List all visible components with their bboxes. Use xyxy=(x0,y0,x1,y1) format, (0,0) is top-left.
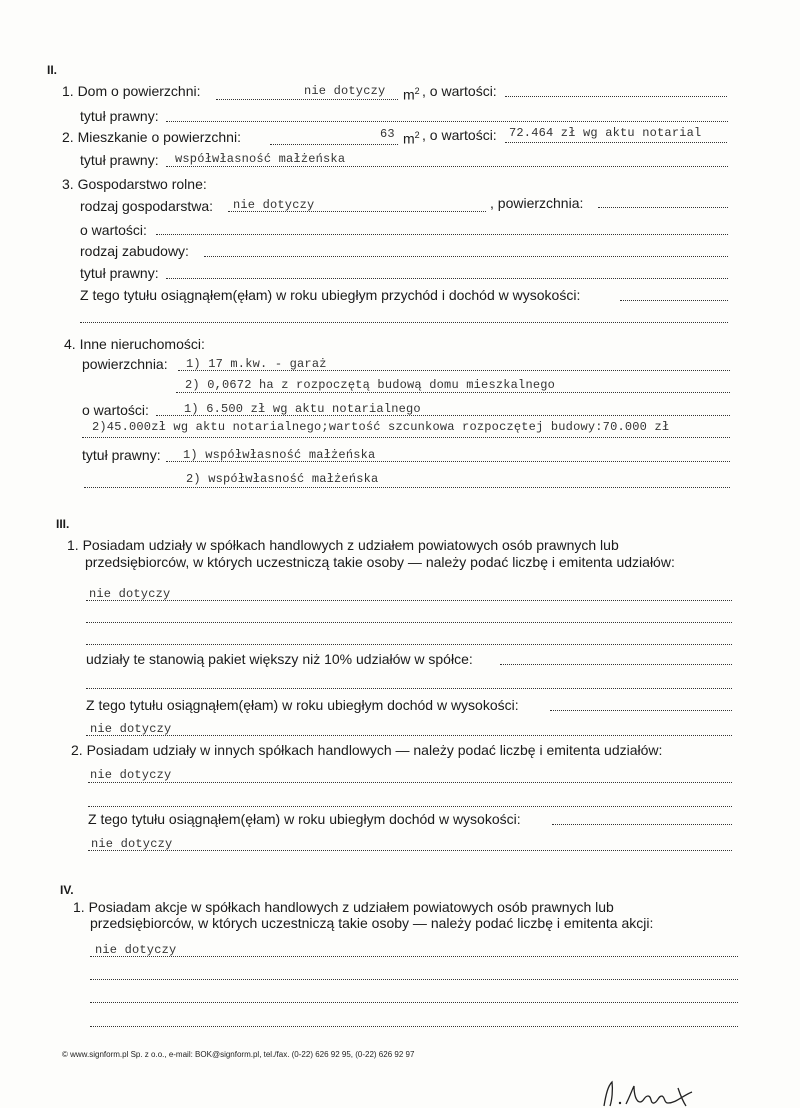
inne-udzialy-line-1[interactable] xyxy=(88,782,732,783)
mieszkanie-unit: $m^2$ xyxy=(403,130,420,147)
akcje-line-1[interactable] xyxy=(90,956,738,957)
gospodarstwo-value-label: o wartości: xyxy=(80,222,147,238)
akcje-text-1: 1. Posiadam akcje w spółkach handlowych z udziałem powiatowych osób prawnych lub xyxy=(73,899,614,915)
gospodarstwo-value-line[interactable] xyxy=(156,234,728,235)
udzialy-income-line[interactable] xyxy=(550,710,732,711)
dom-value-label: , o wartości: xyxy=(422,83,497,99)
udzialy-line-2[interactable] xyxy=(86,622,732,623)
gospodarstwo-income-line-2[interactable] xyxy=(80,322,728,323)
udzialy-line-1[interactable] xyxy=(86,600,732,601)
udzialy-income-label: Z tego tytułu osiągnąłem(ęłam) w roku ubiegłym dochód w wysokości: xyxy=(86,697,519,713)
udzialy-pakiet-line[interactable] xyxy=(500,664,732,665)
inne-udzialy-income-line[interactable] xyxy=(552,824,732,825)
gospodarstwo-income-line[interactable] xyxy=(620,300,728,301)
dom-label: 1. Dom o powierzchni: xyxy=(62,83,201,99)
gospodarstwo-build-line[interactable] xyxy=(204,256,728,257)
udzialy-income-answer: nie dotyczy xyxy=(90,722,172,736)
akcje-line-3[interactable] xyxy=(90,1002,738,1003)
dom-title-line[interactable] xyxy=(166,121,728,122)
footer-text: © www.signform.pl Sp. z o.o., e-mail: BOK@signform.pl, tel./fax. (0-22) 626 92 95, (0-22) 626 92 97 xyxy=(62,1050,415,1059)
mieszkanie-area-line[interactable] xyxy=(270,144,398,145)
gospodarstwo-type-label: rodzaj gospodarstwa: xyxy=(80,198,214,214)
gospodarstwo-type-value: nie dotyczy xyxy=(233,198,315,212)
inne-udzialy-answer: nie dotyczy xyxy=(90,768,172,782)
inne-title-value-1: 1) współwłasność małżeńska xyxy=(183,448,376,462)
inne-value-2: 2)45.000zł wg aktu notarialnego;wartość szcunkowa rozpoczętej budowy:70.000 zł xyxy=(92,420,670,434)
signature-icon xyxy=(596,1076,706,1108)
inne-udzialy-income-label: Z tego tytułu osiągnąłem(ęłam) w roku ubiegłym dochód w wysokości: xyxy=(88,811,521,827)
udzialy-pakiet-label: udziały te stanowią pakiet większy niż 10% udziałów w spółce: xyxy=(86,651,473,667)
udzialy-pakiet-line-2[interactable] xyxy=(86,688,732,689)
akcje-text-2: przedsiębiorców, w których uczestniczą takie osoby — należy podać liczbę i emitenta akcji: xyxy=(90,915,654,931)
inne-area-value-2: 2) 0,0672 ha z rozpoczętą budową domu mieszkalnego xyxy=(185,378,556,392)
gospodarstwo-title-line[interactable] xyxy=(166,278,728,279)
mieszkanie-area-value: 63 xyxy=(380,127,395,141)
gospodarstwo-area-label: , powierzchnia: xyxy=(490,195,584,211)
section-title-iv: IV. xyxy=(60,883,74,897)
inne-title-line-2[interactable] xyxy=(84,487,730,488)
gospodarstwo-label: 3. Gospodarstwo rolne: xyxy=(62,176,207,192)
akcje-answer: nie dotyczy xyxy=(95,943,177,957)
inne-udzialy-income-line-2[interactable] xyxy=(88,850,732,851)
mieszkanie-title-line[interactable] xyxy=(166,166,728,167)
dom-unit: $m^2$ xyxy=(403,86,420,103)
udzialy-answer: nie dotyczy xyxy=(89,587,171,601)
section-title-iii: III. xyxy=(56,517,70,531)
inne-title-label: tytuł prawny: xyxy=(82,447,161,463)
dom-area-value: nie dotyczy xyxy=(304,84,386,98)
gospodarstwo-income-label: Z tego tytułu osiągnąłem(ęłam) w roku ubiegłym przychód i dochód w wysokości: xyxy=(80,287,581,303)
inne-value-label: o wartości: xyxy=(82,402,149,418)
gospodarstwo-area-line[interactable] xyxy=(598,207,728,208)
akcje-line-2[interactable] xyxy=(90,979,738,980)
udzialy-line-3[interactable] xyxy=(86,644,732,645)
udzialy-text-1: 1. Posiadam udziały w spółkach handlowych z udziałem powiatowych osób prawnych lub xyxy=(67,537,619,553)
mieszkanie-value-label: , o wartości: xyxy=(422,127,497,143)
dom-value-line[interactable] xyxy=(505,96,727,97)
inne-area-label: powierzchnia: xyxy=(82,356,168,372)
gospodarstwo-title-label: tytuł prawny: xyxy=(80,265,159,281)
mieszkanie-value: 72.464 zł wg aktu notarial xyxy=(509,126,702,140)
inne-value-1: 1) 6.500 zł wg aktu notarialnego xyxy=(184,402,421,416)
akcje-line-4[interactable] xyxy=(90,1026,738,1027)
mieszkanie-title-label: tytuł prawny: xyxy=(80,152,159,168)
dom-title-label: tytuł prawny: xyxy=(80,108,159,124)
inne-udzialy-text: 2. Posiadam udziały w innych spółkach handlowych — należy podać liczbę i emitenta udziałów: xyxy=(71,742,663,758)
inne-udzialy-income-answer: nie dotyczy xyxy=(91,837,173,851)
inne-area-value-1: 1) 17 m.kw. - garaż xyxy=(186,357,327,371)
inne-title-value-2: 2) współwłasność małżeńska xyxy=(186,472,379,486)
mieszkanie-value-line[interactable] xyxy=(505,142,727,143)
section-title-ii: II. xyxy=(47,63,58,77)
gospodarstwo-build-label: rodzaj zabudowy: xyxy=(80,243,189,259)
udzialy-income-line-2[interactable] xyxy=(86,735,732,736)
mieszkanie-label: 2. Mieszkanie o powierzchni: xyxy=(62,129,241,145)
inne-udzialy-line-2[interactable] xyxy=(88,806,732,807)
inne-area-line-2[interactable] xyxy=(176,392,730,393)
mieszkanie-title-value: współwłasność małżeńska xyxy=(175,152,346,166)
udzialy-text-2: przedsiębiorców, w których uczestniczą takie osoby — należy podać liczbę i emitenta udziałów: xyxy=(85,554,675,570)
inne-label: 4. Inne nieruchomości: xyxy=(64,336,205,352)
dom-area-line[interactable] xyxy=(216,99,398,100)
inne-value-line-2[interactable] xyxy=(82,437,730,438)
